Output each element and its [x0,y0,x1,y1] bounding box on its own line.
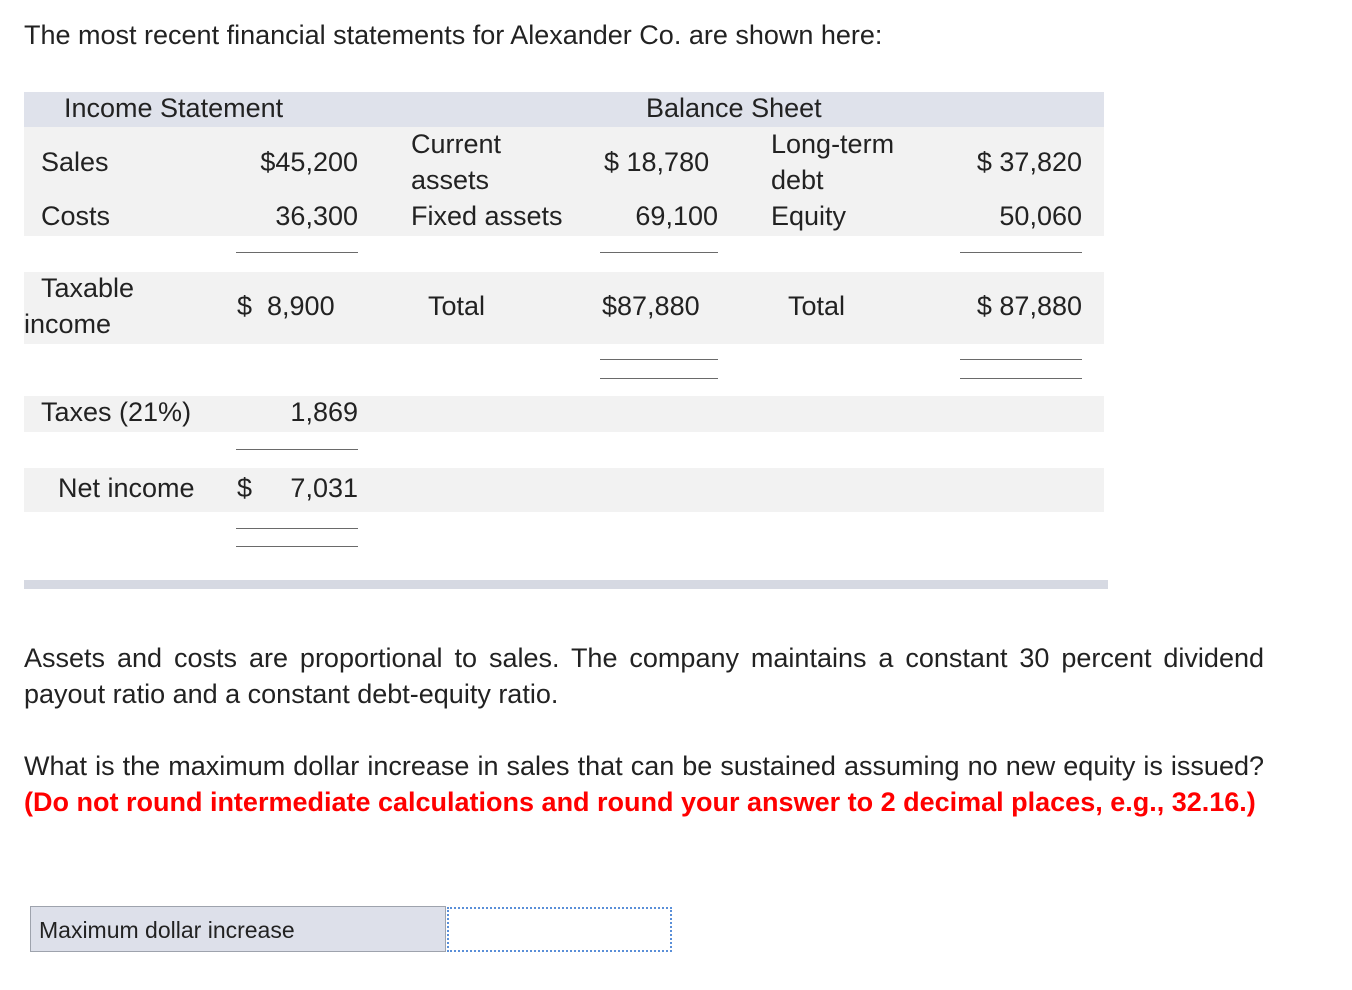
equity-underline [960,252,1082,253]
net-income-double-rule-bottom [236,546,358,547]
assets-total-label: Total [428,291,486,321]
long-term-debt-label-line2: debt [771,165,824,195]
costs-label: Costs [41,201,111,231]
current-assets-label-line1: Current [411,129,502,159]
income-statement-header: Income Statement [64,93,284,123]
taxes-label: Taxes (21%) [41,397,192,427]
liabilities-total-double-rule-top [960,359,1082,360]
taxes-underline [236,449,358,450]
fixed-assets-value: 69,100 [635,201,718,231]
net-income-label: Net income [58,473,195,503]
assumptions-paragraph: Assets and costs are proportional to sales. The company maintains a constant 30 percent dividend payout ratio and a constant debt-equity ratio. [24,643,1264,709]
current-assets-label-line2: assets [411,165,490,195]
fixed-assets-label: Fixed assets [411,201,563,231]
assets-total-double-rule-top [600,359,718,360]
costs-value: 36,300 [275,201,358,231]
maximum-dollar-increase-input[interactable] [447,907,672,952]
question-paragraph [24,748,1264,820]
net-income-double-rule-top [236,528,358,529]
sales-value: $45,200 [260,147,358,177]
intro-text: The most recent financial statements for Alexander Co. are shown here: [24,20,883,50]
liabilities-total-double-rule-bottom [960,378,1082,379]
balance-sheet-header: Balance Sheet [646,93,822,123]
taxes-value: 1,869 [290,397,358,427]
equity-value: 50,060 [999,201,1082,231]
answer-label-cell [30,906,446,952]
liabilities-total-label: Total [788,291,846,321]
equity-label: Equity [771,201,847,231]
fixed-assets-underline [600,252,718,253]
taxable-income-value: $ 8,900 [237,291,335,321]
long-term-debt-value: $ 37,820 [976,147,1082,177]
question-text: What is the maximum dollar increase in sales that can be sustained assuming no new equity is issued? [24,751,1264,781]
long-term-debt-label-line1: Long-term [771,129,895,159]
sales-label: Sales [41,147,109,177]
assets-total-value: $87,880 [602,291,700,321]
net-income-dollar-sign: $ [237,473,253,503]
costs-underline [236,252,358,253]
liabilities-total-value: $ 87,880 [976,291,1082,321]
current-assets-value: $ 18,780 [604,147,710,177]
rounding-instructions: (Do not round intermediate calculations and round your answer to 2 decimal places, e.g., 32.16.) [24,787,1256,817]
taxable-income-label-line2: income [24,309,112,339]
assets-total-double-rule-bottom [600,378,718,379]
answer-label: Maximum dollar increase [39,917,295,943]
section-divider [24,580,1108,589]
net-income-value: 7,031 [290,473,358,503]
taxable-income-label-line1: Taxable [41,273,135,303]
